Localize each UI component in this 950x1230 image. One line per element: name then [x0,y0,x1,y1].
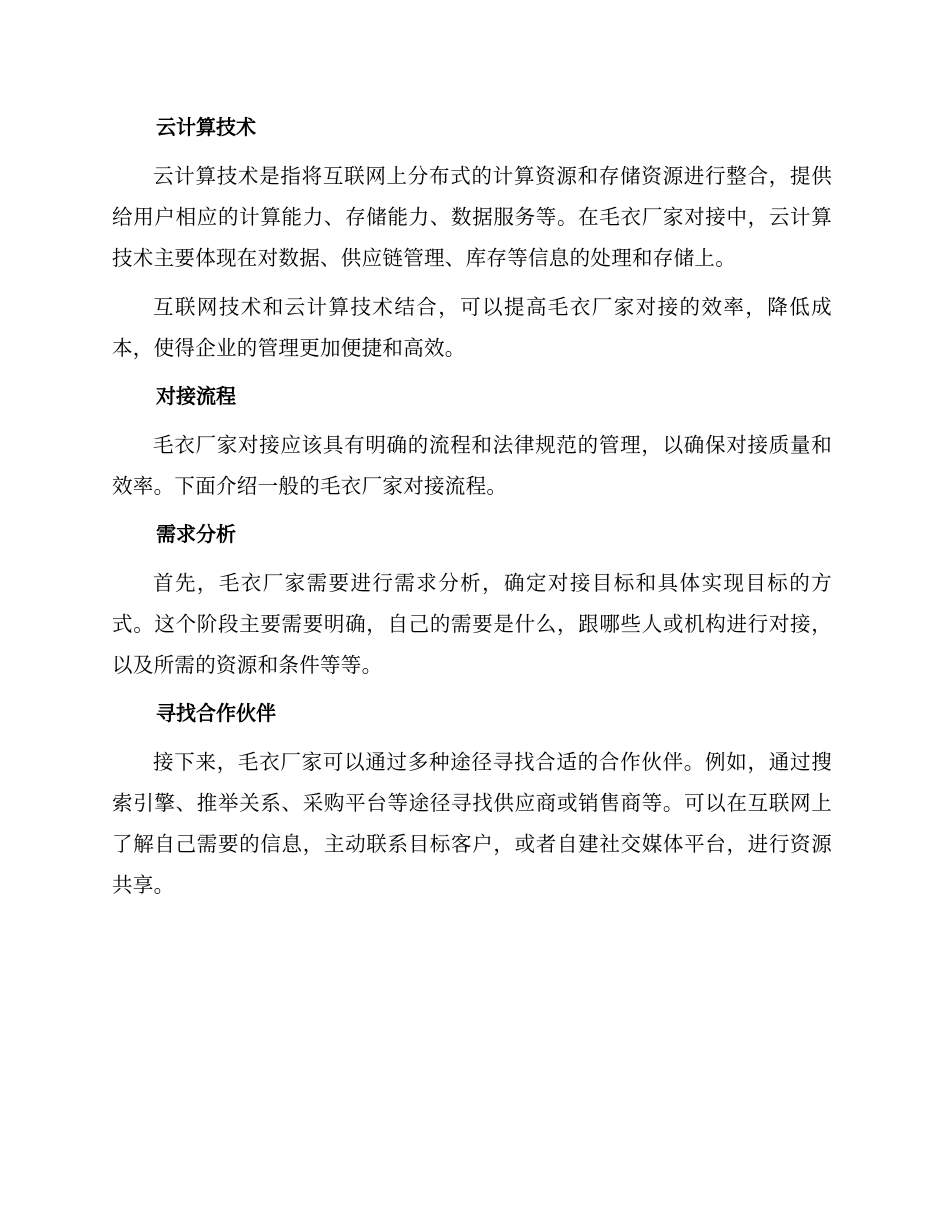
paragraph: 毛衣厂家对接应该具有明确的流程和法律规范的管理，以确保对接质量和效率。下面介绍一般的毛衣厂家对接流程。 [112,433,832,498]
section-heading: 对接流程 [156,384,236,408]
section-heading: 云计算技术 [156,115,256,139]
section-find-partners [112,694,832,906]
paragraph: 互联网技术和云计算技术结合，可以提高毛衣厂家对接的效率，降低成本，使得企业的管理更加便捷和高效。 [112,295,832,360]
paragraph: 云计算技术是指将互联网上分布式的计算资源和存储资源进行整合，提供给用户相应的计算能力、存储能力、数据服务等。在毛衣厂家对接中，云计算技术主要体现在对数据、供应链管理、库存等信息的处理和存储上。 [112,164,832,270]
document-page [112,108,832,914]
section-heading: 需求分析 [156,522,236,546]
paragraph: 接下来，毛衣厂家可以通过多种途径寻找合适的合作伙伴。例如，通过搜索引擎、推举关系、采购平台等途径寻找供应商或销售商等。可以在互联网上了解自己需要的信息，主动联系目标客户，或者自建社交媒体平台，进行资源共享。 [112,750,832,897]
section-cloud-computing [112,108,832,369]
section-heading: 寻找合作伙伴 [156,701,276,725]
section-requirement-analysis [112,515,832,686]
section-docking-process [112,377,832,507]
paragraph: 首先，毛衣厂家需要进行需求分析，确定对接目标和具体实现目标的方式。这个阶段主要需要明确，自己的需要是什么，跟哪些人或机构进行对接，以及所需的资源和条件等等。 [112,571,832,677]
